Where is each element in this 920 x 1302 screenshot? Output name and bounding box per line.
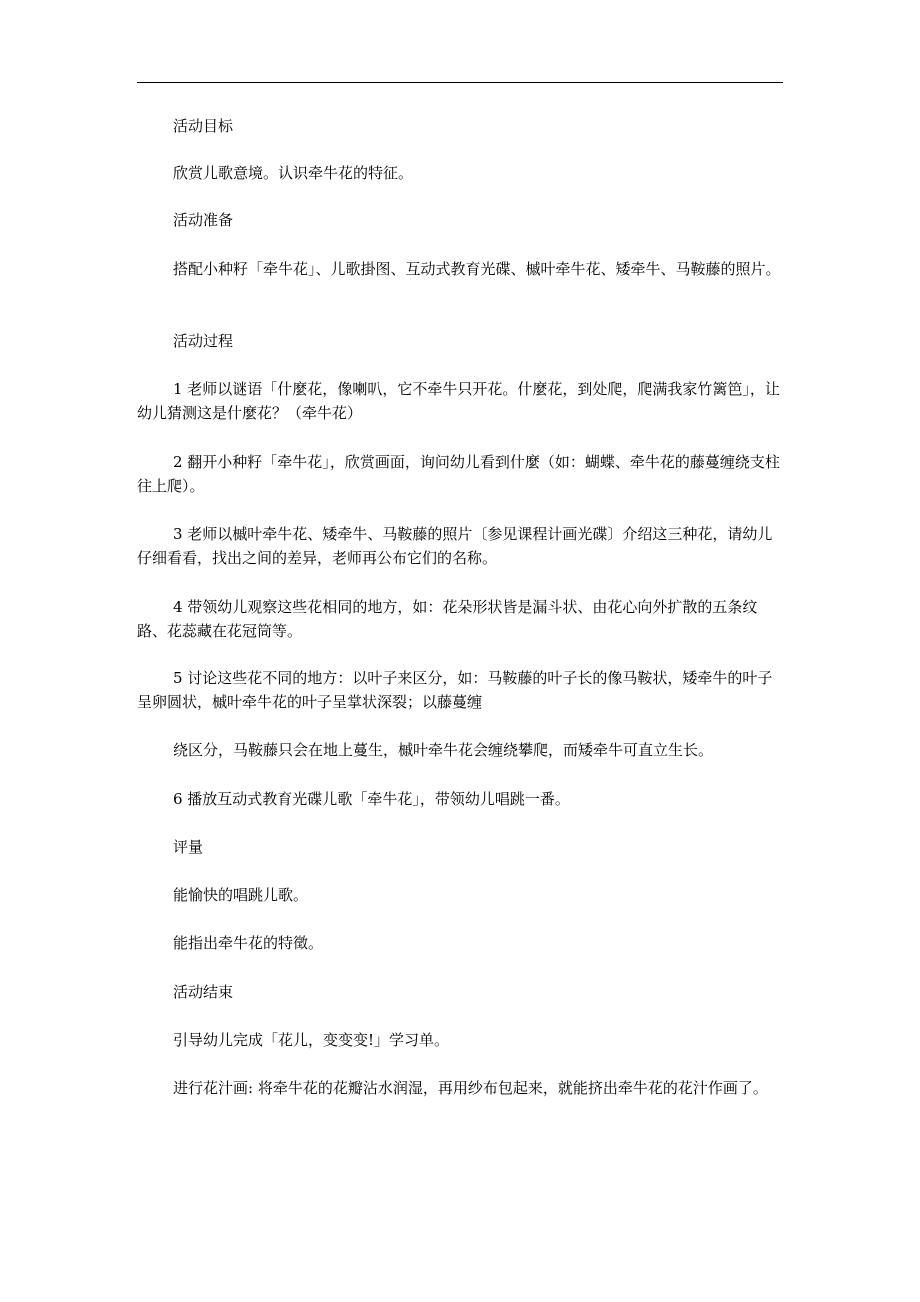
paragraph-end-1: 引导幼儿完成「花儿，变变变!」学习单。 bbox=[173, 1031, 450, 1049]
paragraph-step-5-continued: 绕区分，马鞍藤只会在地上蔓生，槭叶牵牛花会缠绕攀爬，而矮牵牛可直立生长。 bbox=[173, 741, 714, 759]
heading-activity-goal: 活动目标 bbox=[173, 117, 234, 135]
paragraph-goal: 欣赏儿歌意境。认识牵牛花的特征。 bbox=[173, 164, 414, 182]
heading-evaluation: 评量 bbox=[173, 838, 204, 856]
paragraph-end-2: 进行花汁画: 将牵牛花的花瓣沾水润湿，再用纱布包起来，就能挤出牵牛花的花汁作画了。 bbox=[173, 1079, 768, 1097]
paragraph-step-1: 1 老师以谜语「什麼花，像喇叭，它不牵牛只开花。什麼花，到处爬，爬满我家竹篱笆」，让幼儿猜测这是什麼花？（牵牛花） bbox=[137, 380, 780, 422]
heading-activity-process: 活动过程 bbox=[173, 332, 234, 350]
paragraph-step-5: 5 讨论这些花不同的地方：以叶子来区分，如：马鞍藤的叶子长的像马鞍状，矮牵牛的叶子呈卵圆状，槭叶牵牛花的叶子呈掌状深裂；以藤蔓缠 bbox=[137, 669, 773, 711]
paragraph-step-3: 3 老师以槭叶牵牛花、矮牵牛、马鞍藤的照片〔参见课程计画光碟〕介绍这三种花，请幼儿仔细看看，找出之间的差异，老师再公布它们的名称。 bbox=[137, 525, 773, 567]
paragraph-step-6: 6 播放互动式教育光碟儿歌「牵牛花」，带领幼儿唱跳一番。 bbox=[173, 790, 570, 808]
heading-activity-end: 活动结束 bbox=[173, 983, 234, 1001]
heading-activity-preparation: 活动准备 bbox=[173, 211, 234, 229]
paragraph-step-2: 2 翻开小种籽「牵牛花」，欣赏画面，询问幼儿看到什麼（如：蝴蝶、牵牛花的藤蔓缠绕支柱往上爬）。 bbox=[137, 453, 780, 495]
paragraph-evaluation-1: 能愉快的唱跳儿歌。 bbox=[173, 886, 309, 904]
header-rule bbox=[137, 82, 783, 83]
paragraph-preparation: 搭配小种籽「牵牛花」、儿歌掛图、互动式教育光碟、槭叶牵牛花、矮牵牛、马鞍藤的照片。 bbox=[173, 260, 781, 278]
paragraph-evaluation-2: 能指出牵牛花的特徵。 bbox=[173, 934, 324, 952]
paragraph-step-4: 4 带领幼儿观察这些花相同的地方，如：花朵形状皆是漏斗状、由花心向外扩散的五条纹路、花蕊藏在花冠筒等。 bbox=[137, 598, 758, 640]
